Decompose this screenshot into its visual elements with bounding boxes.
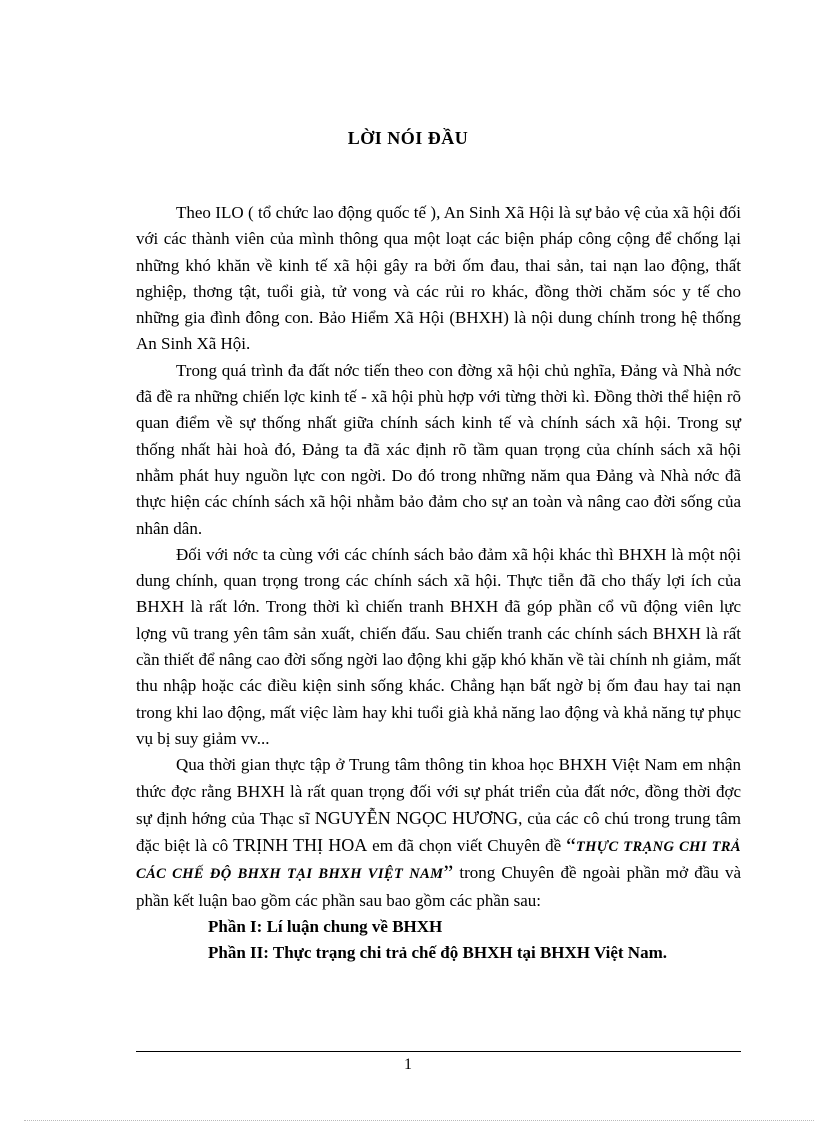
thesis-topic: THỰC TRẠNG CHI TRẢ CÁC CHẾ ĐỘ BHXH TẠI BHXH VIỆT NAM: [136, 839, 742, 883]
advisor-name: NGUYỄN NGỌC HƯƠNG: [314, 807, 519, 828]
mentor-name: TRỊNH THỊ HOA: [233, 835, 368, 856]
paragraph-4-text-d: trong Chuyên đề ngoài phần mở đầu và phần kết luận bao gồm các phần sau bao gồm các phần sau:: [136, 863, 741, 910]
part-2-heading: Phần II: Thực trạng chi trả chế độ BHXH tại BHXH Việt Nam.: [208, 943, 667, 963]
paragraph-2: Trong quá trình đa đất nớc tiến theo con đờng xã hội chủ nghĩa, Đảng và Nhà nớc đã đề ra những chiến lợc kinh tế - xã hội phù hợp với từng thời kì. Đồng thời thể hiện rõ quan điểm về sự thống nhất giữa chính sách kinh tế và chính sách xã hội. Trong sự thống nhất hài hoà đó, Đảng ta đã xác định rõ tầm quan trọng của chính sách xã hội nhằm phát huy nguồn lực con ngời. Do đó trong những năm qua Đảng và Nhà nớc đã thực hiện các chính sách xã hội nhằm bảo đảm cho sự an toàn và nâng cao đời sống của nhân dân.: [136, 360, 741, 538]
quote-close: ”: [443, 860, 454, 886]
quote-open: “: [566, 833, 576, 859]
page-number: 1: [404, 1056, 412, 1073]
paragraph-4-text-a: Qua thời gian thực tập ở Trung tâm thông tin khoa học BHXH Việt Nam em nhận thức đợc rằng BHXH là rất quan trọng đối với sự phát triển của đất nớc, đồng thời đợc sự định hớng của Thạc sĩ: [136, 755, 741, 828]
paragraph-3: Đối với nớc ta cùng với các chính sách bảo đảm xã hội khác thì BHXH là một nội dung chính, quan trọng trong các chính sách xã hội. Thực tiễn đã cho thấy lợi ích của BHXH là rất lớn. Trong thời kì chiến tranh BHXH đã góp phần cổ vũ động viên lực lợng vũ trang yên tâm sản xuất, chiến đấu. Sau chiến tranh các chính sách BHXH là rất cần thiết để nâng cao đời sống ngời lao động khi gặp khó khăn về tài chính nh giảm, mất thu nhập hoặc các điều kiện sinh sống khác. Chẳng hạn bất ngờ bị ốm đau hay tai nạn trong khi lao động, mất việc làm hay khi tuổi già khả năng lao động và khả năng tự phục vụ bị suy giảm vv...: [136, 544, 741, 748]
paragraph-1: Theo ILO ( tổ chức lao động quốc tế ), An Sinh Xã Hội là sự bảo vệ của xã hội đối với các thành viên của mình thông qua một loạt các biện pháp công cộng để chống lại những khó khăn về kinh tế xã hội gây ra bởi ốm đau, thai sản, tai nạn lao động, thất nghiệp, thơng tật, tuổi già, tử vong và các rủi ro khác, đồng thời chăm sóc y tế cho những gia đình đông con. Bảo Hiểm Xã Hội (BHXH) là nội dung chính trong hệ thống An Sinh Xã Hội.: [136, 203, 741, 354]
paragraph-4-text-b: , của các cô chú trong trung tâm đặc biệt là cô: [136, 808, 741, 856]
document-body: [136, 200, 741, 967]
page-title: LỜI NÓI ĐẦU: [347, 128, 469, 148]
page-bottom-dotted-line: [24, 1120, 814, 1121]
footer-divider: [136, 1051, 741, 1052]
paragraph-4-text-c: em đã chọn viết Chuyên đề: [367, 836, 567, 856]
paragraph-4: [136, 752, 741, 914]
part-1-heading: Phần I: Lí luận chung về BHXH: [208, 917, 443, 937]
